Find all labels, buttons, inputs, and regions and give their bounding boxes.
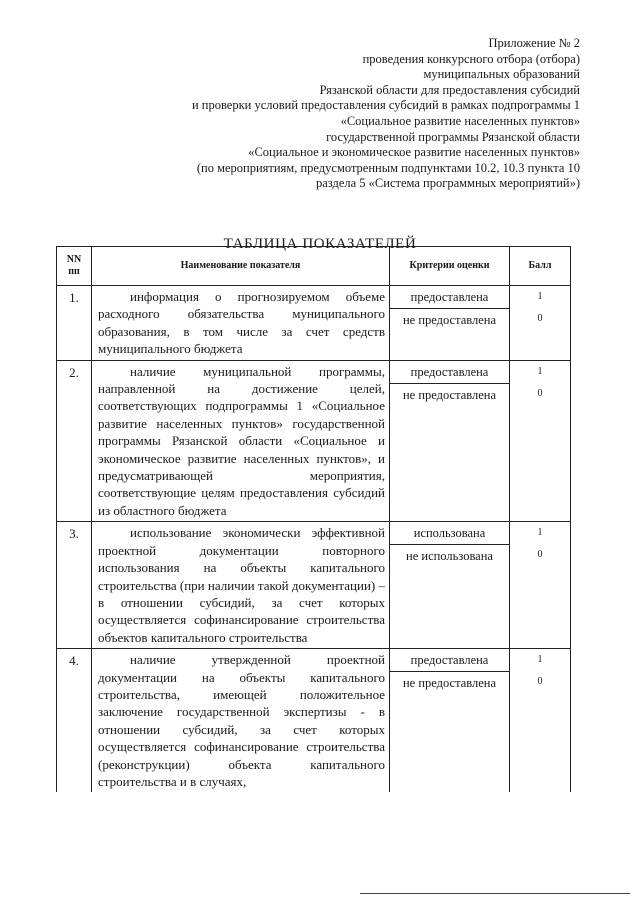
score-cell [510, 360, 571, 522]
header-score: Балл [510, 247, 571, 286]
indicator-text-body: наличие утвержденной проектной документации на объекты капитального строительства, имеющей положительное заключение государственной экспертизы - в отношении субсидий, за счет которых осуществляется софинансирование строительства (реконструкции) объекта капитального строительства и в случаях, [98, 652, 385, 789]
indicator-text [92, 286, 390, 361]
row-number: 2. [57, 360, 92, 522]
score-no: 0 [537, 313, 543, 324]
header-line: «Социальное и экономическое развитие населенных пунктов» [248, 145, 580, 160]
score-cell [510, 649, 571, 793]
criteria-cell [390, 360, 510, 522]
header-line: муниципальных образований [423, 67, 580, 82]
criteria-yes: использована [390, 522, 509, 545]
indicator-text [92, 522, 390, 649]
score-cell [510, 522, 571, 649]
row-number: 4. [57, 649, 92, 793]
header-line: Рязанской области для предоставления субсидий [319, 82, 580, 97]
criteria-cell [390, 649, 510, 793]
row-number: 1. [57, 286, 92, 361]
criteria-no: не предоставлена [402, 387, 497, 402]
indicator-text [92, 649, 390, 793]
header-number [57, 247, 92, 286]
header-line: раздела 5 «Система программных мероприятий») [315, 176, 580, 191]
criteria-no: не предоставлена [402, 676, 497, 691]
score-no: 0 [537, 676, 543, 688]
table-row [57, 522, 571, 649]
indicator-text-body: использование экономически эффективной проектной документации повторного использования на объекты капитального строительства (при наличии такой документации) – в отношении субсидий, за счет которых осуществляется софинансирование строительства объектов капитального строительства [98, 525, 385, 645]
table-row [57, 286, 571, 361]
indicator-text-body: наличие муниципальной программы, направленной на достижение целей, соответствующих подпрограммы 1 «Социальное развитие населенных пунктов» государственной программы Рязанской области «Социальное и экономическое развитие населенных пунктов», и предусматривающей мероприятия, соответствующие целям предоставления субсидий из областного бюджета [98, 363, 385, 518]
page-title: ТАБЛИЦА ПОКАЗАТЕЛЕЙ [223, 236, 417, 252]
criteria-yes: предоставлена [390, 286, 509, 309]
score-cell [510, 286, 571, 361]
score-yes: 1 [537, 365, 543, 377]
criteria-cell [390, 522, 510, 649]
page-bottom-edge [360, 893, 630, 894]
header-line: Приложение № 2 [488, 36, 580, 50]
header-name: Наименование показателя [92, 247, 390, 286]
indicators-table [56, 246, 571, 792]
indicator-text [92, 360, 390, 522]
table-row [57, 360, 571, 522]
criteria-no: не использована [406, 549, 493, 564]
score-yes: 1 [537, 291, 543, 302]
appendix-header [110, 36, 580, 192]
criteria-yes: предоставлена [390, 649, 509, 672]
indicator-text-body: информация о прогнозируемом объеме расходного обязательства муниципального образования, в том числе за счет средств муниципального бюджета [98, 289, 385, 357]
header-number-line2: пп [68, 266, 80, 277]
criteria-yes: предоставлена [390, 361, 509, 384]
table-row [57, 649, 571, 793]
score-no: 0 [537, 549, 543, 561]
criteria-cell [390, 286, 510, 361]
header-line: и проверки условий предоставления субсидий в рамках подпрограммы 1 [191, 98, 580, 113]
header-line: государственной программы Рязанской области [326, 129, 580, 144]
score-yes: 1 [537, 527, 543, 539]
score-no: 0 [537, 387, 543, 399]
header-number-line1: NN [66, 254, 82, 265]
score-yes: 1 [537, 654, 543, 666]
header-line: (по мероприятиям, предусмотренным подпунктами 10.2, 10.3 пункта 10 [196, 160, 580, 175]
row-number: 3. [57, 522, 92, 649]
table-header-row [57, 247, 571, 286]
header-line: проведения конкурсного отбора (отбора) [362, 51, 580, 66]
header-line: «Социальное развитие населенных пунктов» [340, 113, 580, 128]
header-criteria: Критерии оценки [390, 247, 510, 286]
criteria-no: не предоставлена [402, 313, 497, 327]
